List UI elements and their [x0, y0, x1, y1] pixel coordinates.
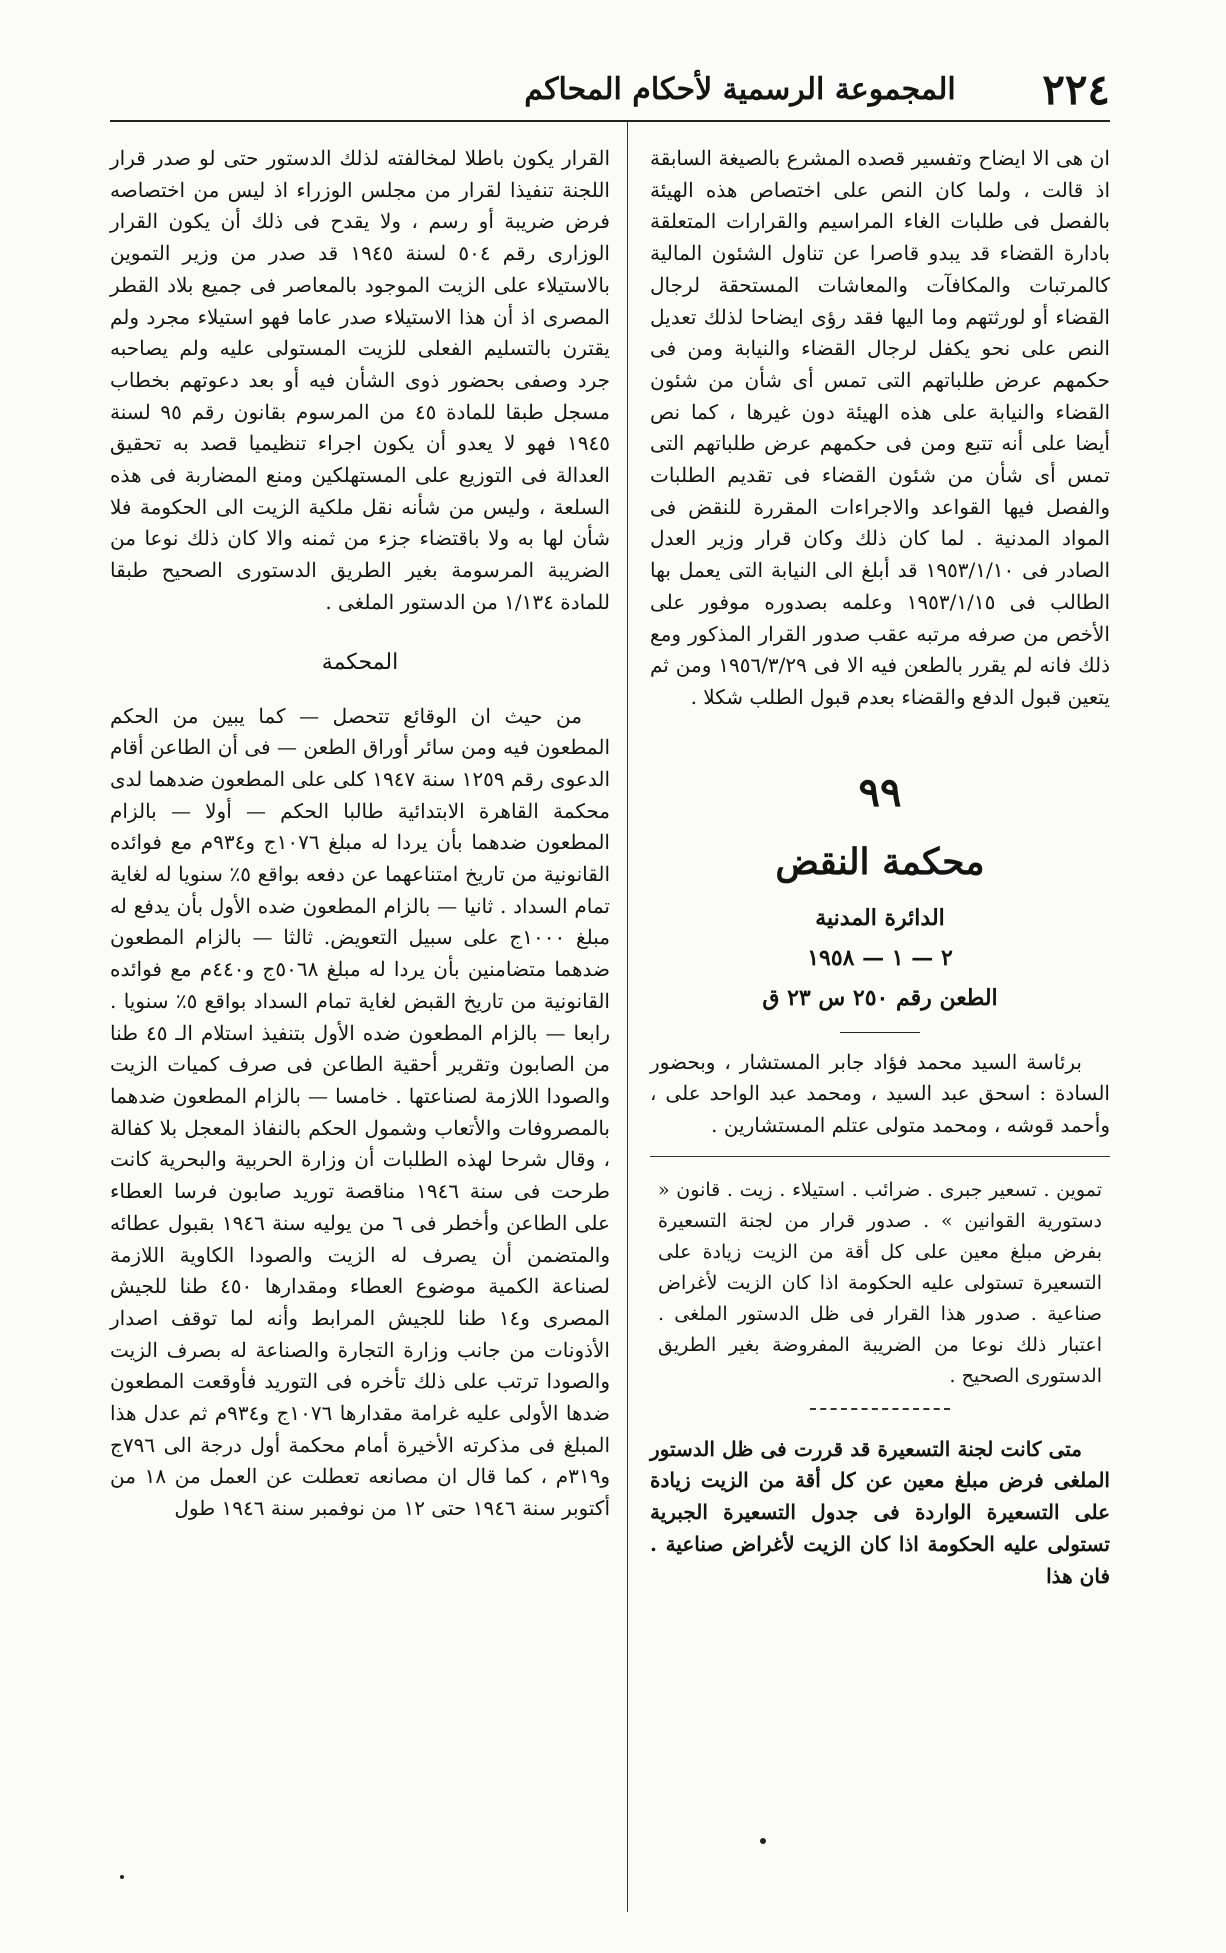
header-rule — [110, 120, 1110, 122]
column-divider — [627, 122, 628, 1912]
keywords-summary: تموين . تسعير جبرى . ضرائب . استيلاء . زيت . قانون « دستورية القوانين » . صدور قرار من لجنة التسعيرة بفرض مبلغ معين على كل أقة من الزيت زيادة على التسعيرة تستولى عليه الحكومة اذا كان الزيت لأغراض صناعية . صدور هذا القرار فى ظل الدستور الملغى . اعتبار ذلك نوعا من الضريبة المفروضة بغير الطريق الدستورى الصحيح . — [658, 1178, 1102, 1387]
page-number: ٢٢٤ — [1042, 65, 1110, 114]
dashed-separator — [810, 1408, 950, 1410]
section-heading: المحكمة — [321, 649, 399, 675]
scan-mark — [120, 1875, 124, 1879]
keywords-rule — [650, 1156, 1110, 1157]
case-number: ٩٩ — [858, 768, 902, 816]
judgment-date: ٢ — ١ — ١٩٥٨ — [807, 944, 953, 971]
principle-continuation: القرار يكون باطلا لمخالفته لذلك الدستور حتى لو صدر قرار اللجنة تنفيذا لقرار من مجلس الوزراء اذ ليس من اختصاصه فرض ضريبة أو رسم ، ولا يقدح فى ذلك أن يكون القرار الوزارى رقم ٥٠٤ لسنة ١٩٤٥ قد صدر من وزير التموين بالاستيلاء على الزيت الموجود بالمعاصر فى جميع بلاد القطر المصرى اذ أن هذا الاستيلاء صدر عاما فهو استيلاء مجرد ولم يقترن بالتسليم الفعلى للزيت المستولى عليه ولم يصاحبه جرد وصفى بحضور ذوى الشأن فيه أو بعد دعوتهم بخطاب مسجل طبقا للمادة ٤٥ من المرسوم بقانون رقم ٩٥ لسنة ١٩٤٥ فهو لا يعدو أن يكون اجراء تنظيميا قصد به تحقيق العدالة فى التوزيع على المستهلكين ومنع المضاربة فى هذه السلعة ، وليس من شأنه نقل ملكية الزيت الى الحكومة فلا شأن لها به ولا باقتضاء جزء من ثمنه والا كان ذلك نوعا من الضريبة المرسومة بغير الطريق الدستورى الصحيح طبقا للمادة ١/١٣٤ من الدستور الملغى . — [110, 146, 611, 614]
right-column — [650, 143, 1110, 1592]
judgment-body: من حيث ان الوقائع تتحصل — كما يبين من الحكم المطعون فيه ومن سائر أوراق الطعن — فى أن الطاعن أقام الدعوى رقم ١٢٥٩ سنة ١٩٤٧ كلى على المطعون ضدهما لدى محكمة القاهرة الابتدائية طالبا الحكم — أولا — بالزام المطعون ضدهما بأن يردا له مبلغ ١٠٧٦ج و٩٣٤م مع فوائده القانونية من تاريخ امتناعهما عن دفعه بواقع ٥٪ سنويا له لغاية تمام السداد . ثانيا — بالزام المطعون ضده الأول بأن يدفع له مبلغ ١٠٠٠ج على سبيل التعويض. ثالثا — بالزام المطعون ضدهما متضامنين بأن يردا له مبلغ ٥٠٦٨ج و٤٤٠م مع فوائده القانونية من تاريخ القبض لغاية تمام السداد بواقع ٥٪ سنويا . رابعا — بالزام المطعون ضده الأول بتنفيذ استلام الـ ٤٥ طنا من الصابون وتقرير أحقية الطاعن فى صرف كميات الزيت والصودا اللازمة لصناعتها . خامسا — بالزام المطعون ضدهما بالمصروفات والأتعاب وشمول الحكم بالنفاذ المعجل بلا كفالة ، وقال شرحا لهذه الطلبات أن وزارة الحربية والبحرية كانت طرحت فى سنة ١٩٤٦ مناقصة توريد صابون فرسا العطاء على الطاعن وأخطر فى ٦ من يوليه سنة ١٩٤٦ بقبول عطائه والمتضمن أن يصرف له الزيت والصودا الكاوية اللازمة لصناعة الكمية موضوع العطاء ومقدارها ٤٥٠ طنا للجيش المصرى و١٤ طنا للجيش المرابط وأنه لما توقف اصدار الأذونات من جانب وزارة التجارة والصناعة له بصرف الزيت والصودا ترتب على ذلك تأخره فى التوريد فأوقعت المطعون ضدها الأولى عليه غرامة مقدارها ١٠٧٦ج و٩٣٤م ثم عدل هذا المبلغ فى مذكرته الأخيرة أمام محكمة أول درجة الى ٧٩٦ج و٣١٩م ، كما قال ان مصانعه تعطلت عن العمل من ١٨ من أكتوبر سنة ١٩٤٦ حتى ١٢ من نوفمبر سنة ١٩٤٦ طول — [110, 703, 611, 1521]
chamber-name: الدائرة المدنية — [815, 904, 945, 931]
intro-text: ان هى الا ايضاح وتفسير قصده المشرع بالصيغة السابقة اذ قالت ، ولما كان النص على اختصاص هذه الهيئة بالفصل فى طلبات الغاء المراسيم والقرارات المتعلقة بادارة القضاء قد يبدو قاصرا عن تناول الشئون المالية كالمرتبات والمكافآت والمعاشات المستحقة لرجال القضاء أو لورثتهم وما اليها فقد رؤى ايضاحا لذلك تعديل النص على نحو يكفل لرجال القضاء والنيابة ومن فى حكمهم عرض طلباتهم التى تمس أى شأن من شئون القضاء والنيابة على هذه الهيئة دون غيرها ، كما نص أيضا على أنه تتبع ومن فى حكمهم عرض طلباتهم التى تمس أى شأن من شئون القضاء فى تقديم الطلبات والفصل فيها القواعد والاجراءات المقررة للنقض فى المواد المدنية . لما كان ذلك وكان قرار وزير العدل الصادر فى ١٩٥٣/١/١٠ قد أبلغ الى النيابة التى يعمل بها الطالب فى ١٩٥٣/١/١٥ وعلمه بصدوره موفور على الأخص من صرفه مرتبه عقب صدور القرار المذكور ومع ذلك فانه لم يقرر بالطعن فيه الا فى ١٩٥٦/٣/٢٩ ومن ثم يتعين قبول الدفع والقضاء بعدم قبول الطلب شكلا . — [650, 146, 1111, 709]
court-name: محكمة النقض — [775, 840, 985, 883]
left-column — [110, 143, 610, 1525]
legal-principle: متى كانت لجنة التسعيرة قد قررت فى ظل الدستور الملغى فرض مبلغ معين عن كل أقة من الزيت زيادة على التسعيرة الواردة فى جدول التسعيرة الجبرية تستولى عليه الحكومة اذا كان الزيت لأغراض صناعية . فان هذا — [650, 1436, 1110, 1588]
scan-mark — [760, 1838, 766, 1844]
separator-rule — [840, 1032, 920, 1033]
appeal-number: الطعن رقم ٢٥٠ س ٢٣ ق — [762, 984, 998, 1011]
page-header — [110, 62, 1110, 118]
panel-composition: برئاسة السيد محمد فؤاد جابر المستشار ، وبحضور السادة : اسحق عبد السيد ، ومحمد عبد الواحد على ، وأحمد قوشه ، ومحمد متولى عتلم المستشارين . — [650, 1049, 1110, 1138]
running-title: المجموعة الرسمية لأحكام المحاكم — [524, 72, 956, 107]
